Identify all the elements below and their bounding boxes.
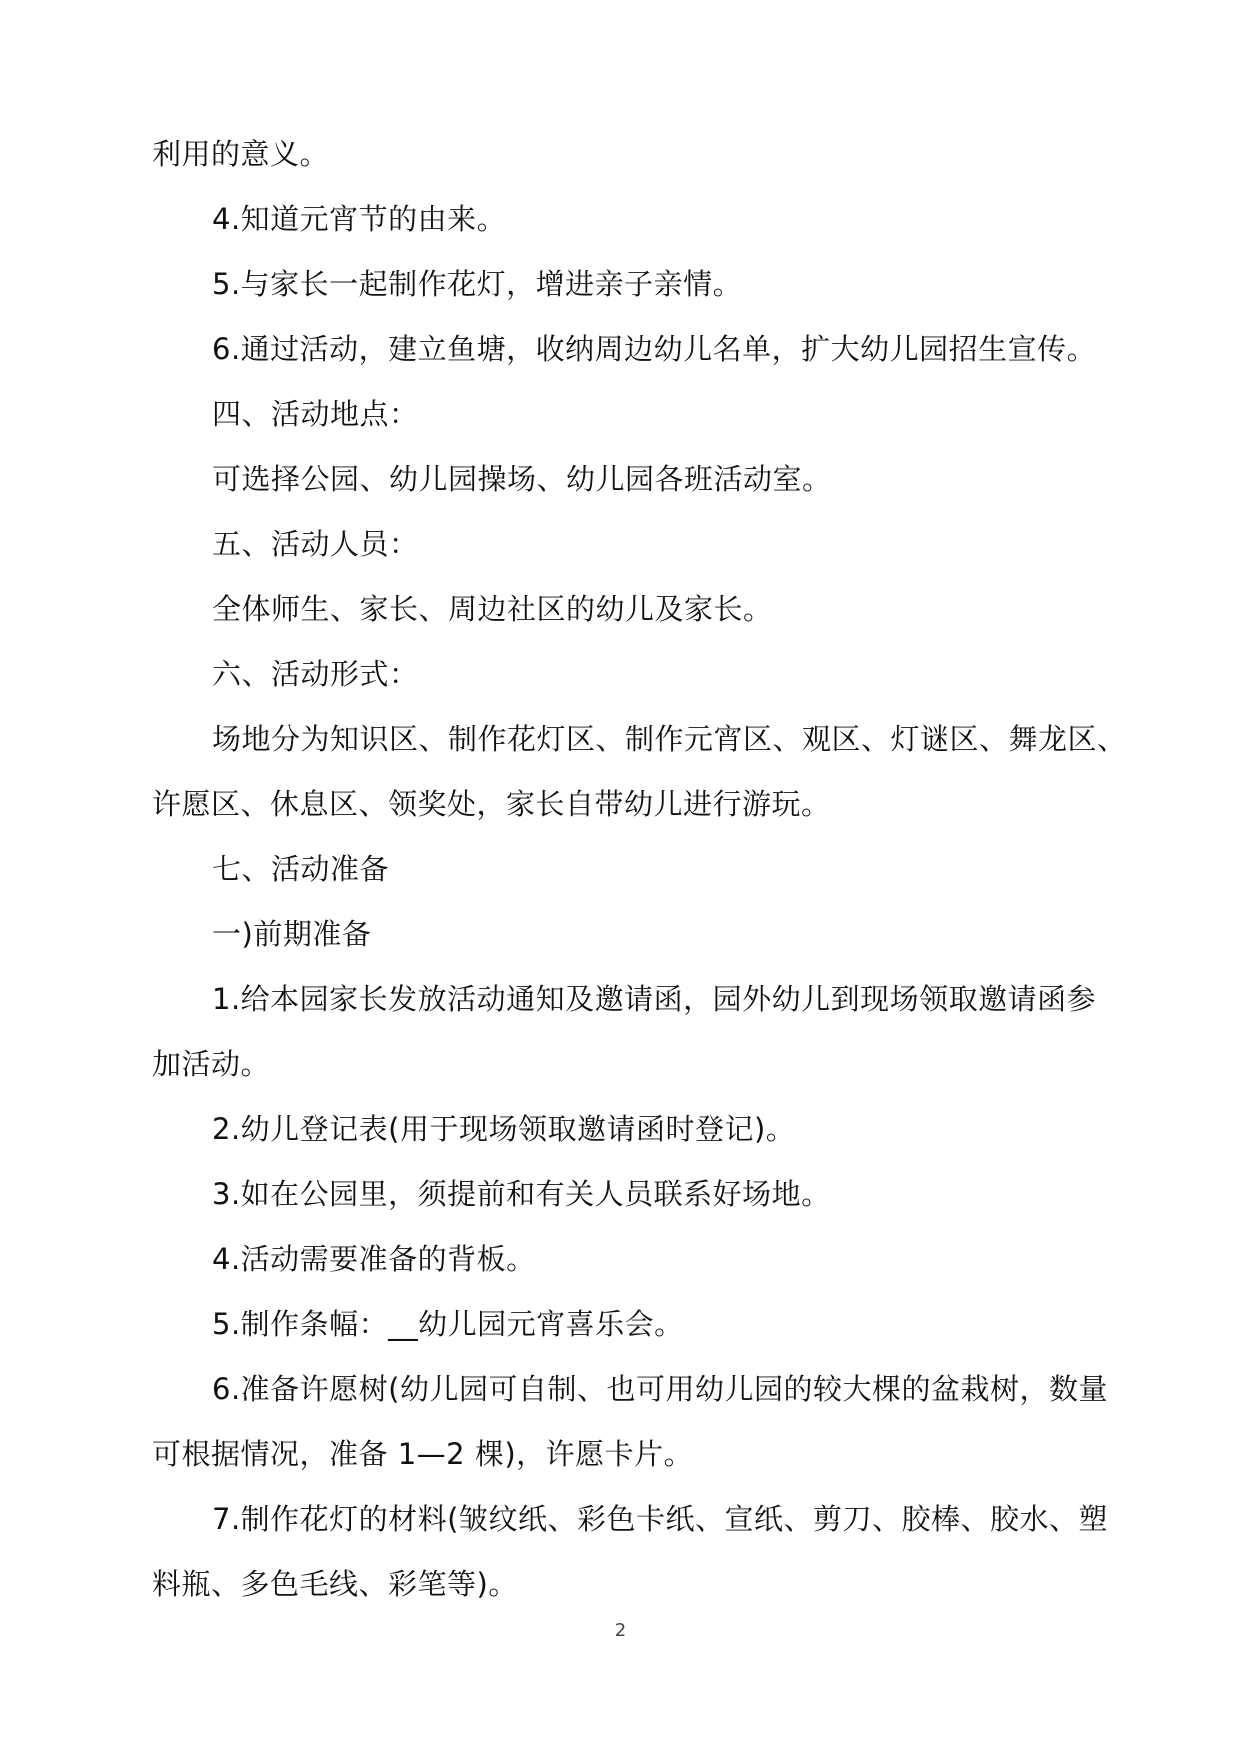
section-heading: 七、活动准备 (212, 852, 390, 886)
document-body (152, 122, 1127, 1617)
text-line: 4.活动需要准备的背板。 (212, 1242, 536, 1276)
subsection-heading: 一)前期准备 (212, 917, 372, 951)
text-line: 场地分为知识区、制作花灯区、制作元宵区、观区、灯谜区、舞龙区、 (212, 722, 1127, 756)
text-line: 5.与家长一起制作花灯，增进亲子亲情。 (212, 267, 743, 301)
text-line: 利用的意义。 (152, 137, 330, 171)
text-line: 4.知道元宵节的由来。 (212, 202, 507, 236)
text-line: 2.幼儿登记表(用于现场领取邀请函时登记)。 (212, 1112, 796, 1146)
text-line: 7.制作花灯的材料(皱纹纸、彩色卡纸、宣纸、剪刀、胶棒、胶水、塑 (212, 1502, 1108, 1536)
page-number: 2 (614, 1620, 627, 1641)
text-line: 1.给本园家长发放活动通知及邀请函，园外幼儿到现场领取邀请函参 (212, 982, 1097, 1016)
text-line: 6.准备许愿树(幼儿园可自制、也可用幼儿园的较大棵的盆栽树，数量 (212, 1372, 1108, 1406)
text-line: 3.如在公园里，须提前和有关人员联系好场地。 (212, 1177, 831, 1211)
section-heading: 五、活动人员： (212, 527, 419, 561)
text-line: 许愿区、休息区、领奖处，家长自带幼儿进行游玩。 (152, 787, 831, 821)
text-line: 加活动。 (152, 1047, 271, 1081)
text-line: 5.制作条幅：__幼儿园元宵喜乐会。 (212, 1307, 684, 1341)
section-heading: 六、活动形式： (212, 657, 419, 691)
text-line: 可根据情况，准备 1—2 棵)，许愿卡片。 (152, 1437, 694, 1471)
text-line: 可选择公园、幼儿园操场、幼儿园各班活动室。 (212, 462, 832, 496)
section-heading: 四、活动地点： (212, 397, 419, 431)
text-line: 全体师生、家长、周边社区的幼儿及家长。 (212, 592, 773, 626)
text-line: 6.通过活动，建立鱼塘，收纳周边幼儿名单，扩大幼儿园招生宣传。 (212, 332, 1097, 366)
text-line: 料瓶、多色毛线、彩笔等)。 (152, 1567, 518, 1601)
